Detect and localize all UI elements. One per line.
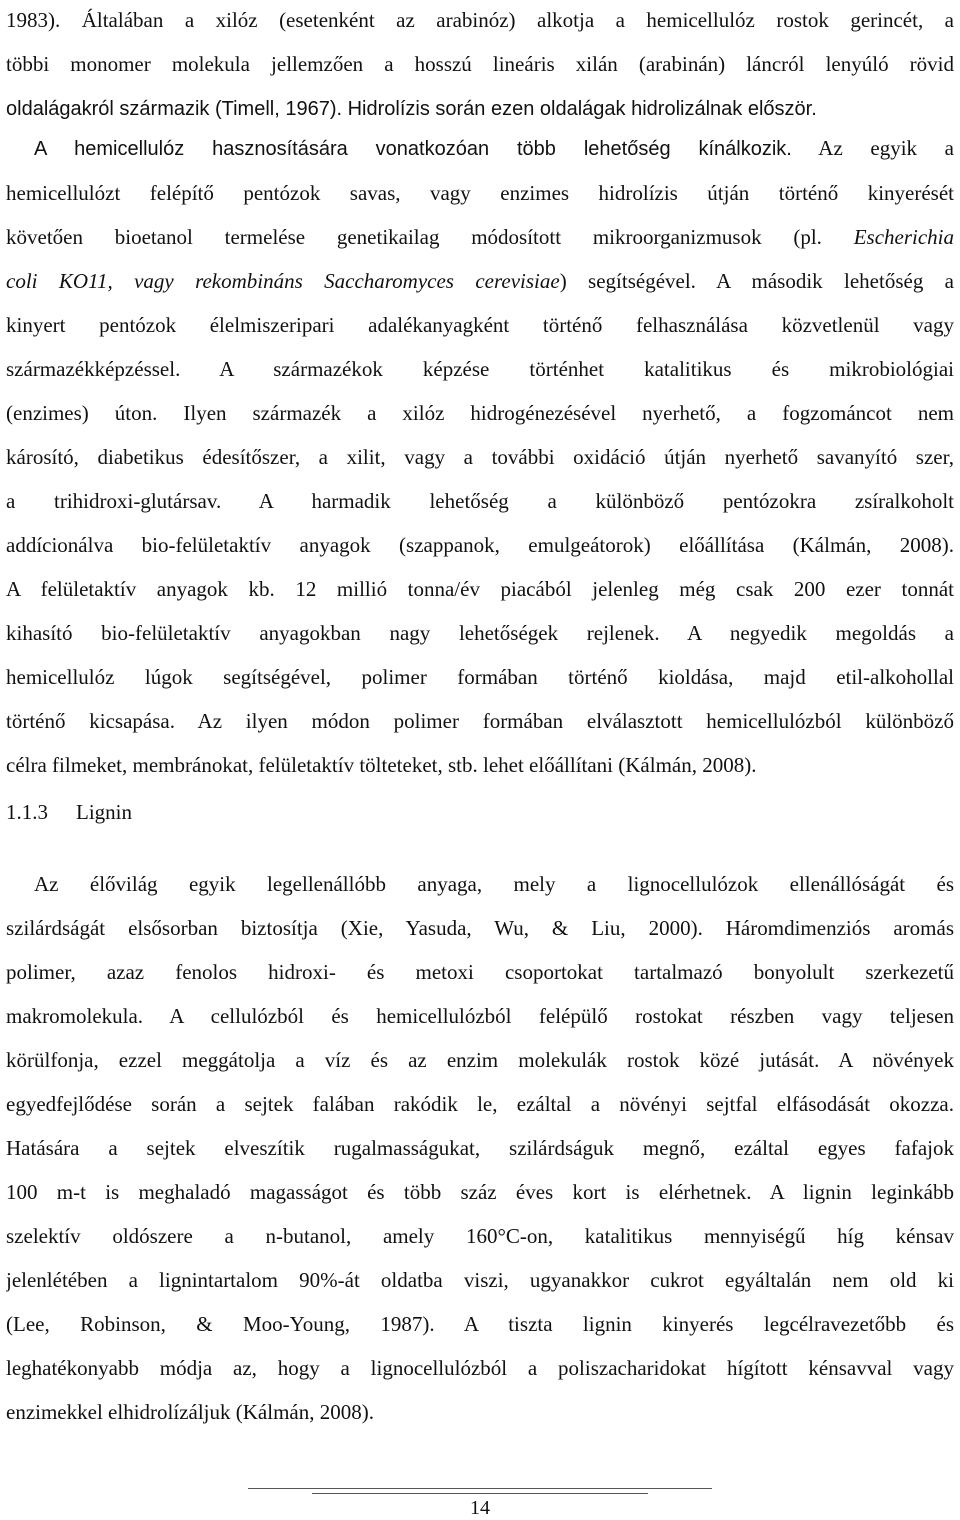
paragraph-hemicellulose-utilization xyxy=(6,126,954,787)
footer-rule-inner xyxy=(312,1493,648,1494)
text-line: hemicellulózt felépítő pentózok savas, vagy enzimes hidrolízis útján történő kinyerését xyxy=(6,181,954,205)
text-line: többi monomer molekula jellemzően a hosszú lineáris xilán (arabinán) láncról lenyúló rövid xyxy=(6,52,954,76)
text-line: A felületaktív anyagok kb. 12 millió tonna/év piacából jelenleg még csak 200 ezer tonnát xyxy=(6,577,954,601)
italic-species-name: Escherichia xyxy=(853,225,954,249)
text-span: Hidrolízis során ezen oldalágak hidrolizálnak először. xyxy=(342,98,817,120)
text-line: leghatékonyabb módja az, hogy a lignocellulózból a poliszacharidokat hígított kénsavval vagy xyxy=(6,1356,954,1380)
text-line: szelektív oldószere a n-butanol, amely 160°C-on, katalitikus mennyiségű híg kénsav xyxy=(6,1224,954,1248)
text-line xyxy=(6,126,954,171)
text-line xyxy=(6,215,954,259)
footer-rule xyxy=(248,1488,712,1489)
text-line: kinyert pentózok élelmiszeripari adalékanyagként történő felhasználása közvetlenül vagy xyxy=(6,313,954,337)
text-span: Az egyik a xyxy=(791,136,954,160)
text-line xyxy=(6,86,954,131)
text-line: károsító, diabetikus édesítőszer, a xilit, vagy a további oxidáció útján nyerhető savanyító szer, xyxy=(6,445,954,469)
italic-species-name: coli KO11, vagy rekombináns Saccharomyces cerevisiae xyxy=(6,269,560,293)
paragraph-lignin xyxy=(6,862,954,1434)
text-line xyxy=(6,259,954,303)
paragraph-hemicellulose-structure xyxy=(6,0,954,131)
text-line: hemicellulóz lúgok segítségével, polimer formában történő kioldása, majd etil-alkohollal xyxy=(6,665,954,689)
text-line: addícionálva bio-felületaktív anyagok (szappanok, emulgeátorok) előállítása (Kálmán, 2008). xyxy=(6,533,954,557)
text-line: származékképzéssel. A származékok képzése történhet katalitikus és mikrobiológiai xyxy=(6,357,954,381)
section-title: Lignin xyxy=(76,800,132,824)
text-line: jelenlétében a lignintartalom 90%-át oldatba viszi, ugyanakkor cukrot egyáltalán nem old ki xyxy=(6,1268,954,1292)
page-number: 14 xyxy=(470,1497,490,1519)
text-line: 100 m-t is meghaladó magasságot és több száz éves kort is elérhetnek. A lignin leginkább xyxy=(6,1180,954,1204)
section-number: 1.1.3 xyxy=(6,800,48,824)
text-line: egyedfejlődése során a sejtek falában rakódik le, ezáltal a növényi sejtfal elfásodását okozza. xyxy=(6,1092,954,1116)
text-line: a trihidroxi-glutársav. A harmadik lehetőség a különböző pentózokra zsíralkoholt xyxy=(6,489,954,513)
text-line: (enzimes) úton. Ilyen származék a xilóz hidrogénezésével nyerhető, a fogzománcot nem xyxy=(6,401,954,425)
text-line: Hatására a sejtek elveszítik rugalmasságukat, szilárdságuk megnő, ezáltal egyes fafajok xyxy=(6,1136,954,1160)
text-line: (Lee, Robinson, & Moo-Young, 1987). A tiszta lignin kinyerés legcélravezetőbb és xyxy=(6,1312,954,1336)
text-line: makromolekula. A cellulózból és hemicellulózból felépülő rostokat részben vagy teljesen xyxy=(6,1004,954,1028)
text-line: történő kicsapása. Az ilyen módon polimer formában elválasztott hemicellulózból különböző xyxy=(6,709,954,733)
text-line: célra filmeket, membránokat, felületaktív tölteteket, stb. lehet előállítani (Kálmán, 2008). xyxy=(6,753,757,777)
text-span: ) segítségével. A második lehetőség a xyxy=(559,269,954,293)
text-span: követően bioetanol termelése genetikailag módosított mikroorganizmusok (pl. xyxy=(6,225,822,249)
text-line: kihasító bio-felületaktív anyagokban nagy lehetőségek rejlenek. A negyedik megoldás a xyxy=(6,621,954,645)
text-line: körülfonja, ezzel meggátolja a víz és az enzim molekulák rostok közé jutását. A növények xyxy=(6,1048,954,1072)
text-line: polimer, azaz fenolos hidroxi- és metoxi csoportokat tartalmazó bonyolult szerkezetű xyxy=(6,960,954,984)
text-line: 1983). Általában a xilóz (esetenként az arabinóz) alkotja a hemicellulóz rostok gerincét, a xyxy=(6,8,954,32)
text-span: A hemicellulóz hasznosítására vonatkozóan több lehetőség kínálkozik. xyxy=(34,138,792,160)
text-line: Az élővilág egyik legellenállóbb anyaga, mely a lignocellulózok ellenállóságát és xyxy=(34,872,954,896)
text-line: szilárdságát elsősorban biztosítja (Xie, Yasuda, Wu, & Liu, 2000). Háromdimenziós aromás xyxy=(6,916,954,940)
section-heading-lignin xyxy=(6,790,132,834)
text-span: oldalágakról származik (Timell, 1967). xyxy=(6,98,343,120)
text-line: enzimekkel elhidrolízáljuk (Kálmán, 2008). xyxy=(6,1400,374,1424)
